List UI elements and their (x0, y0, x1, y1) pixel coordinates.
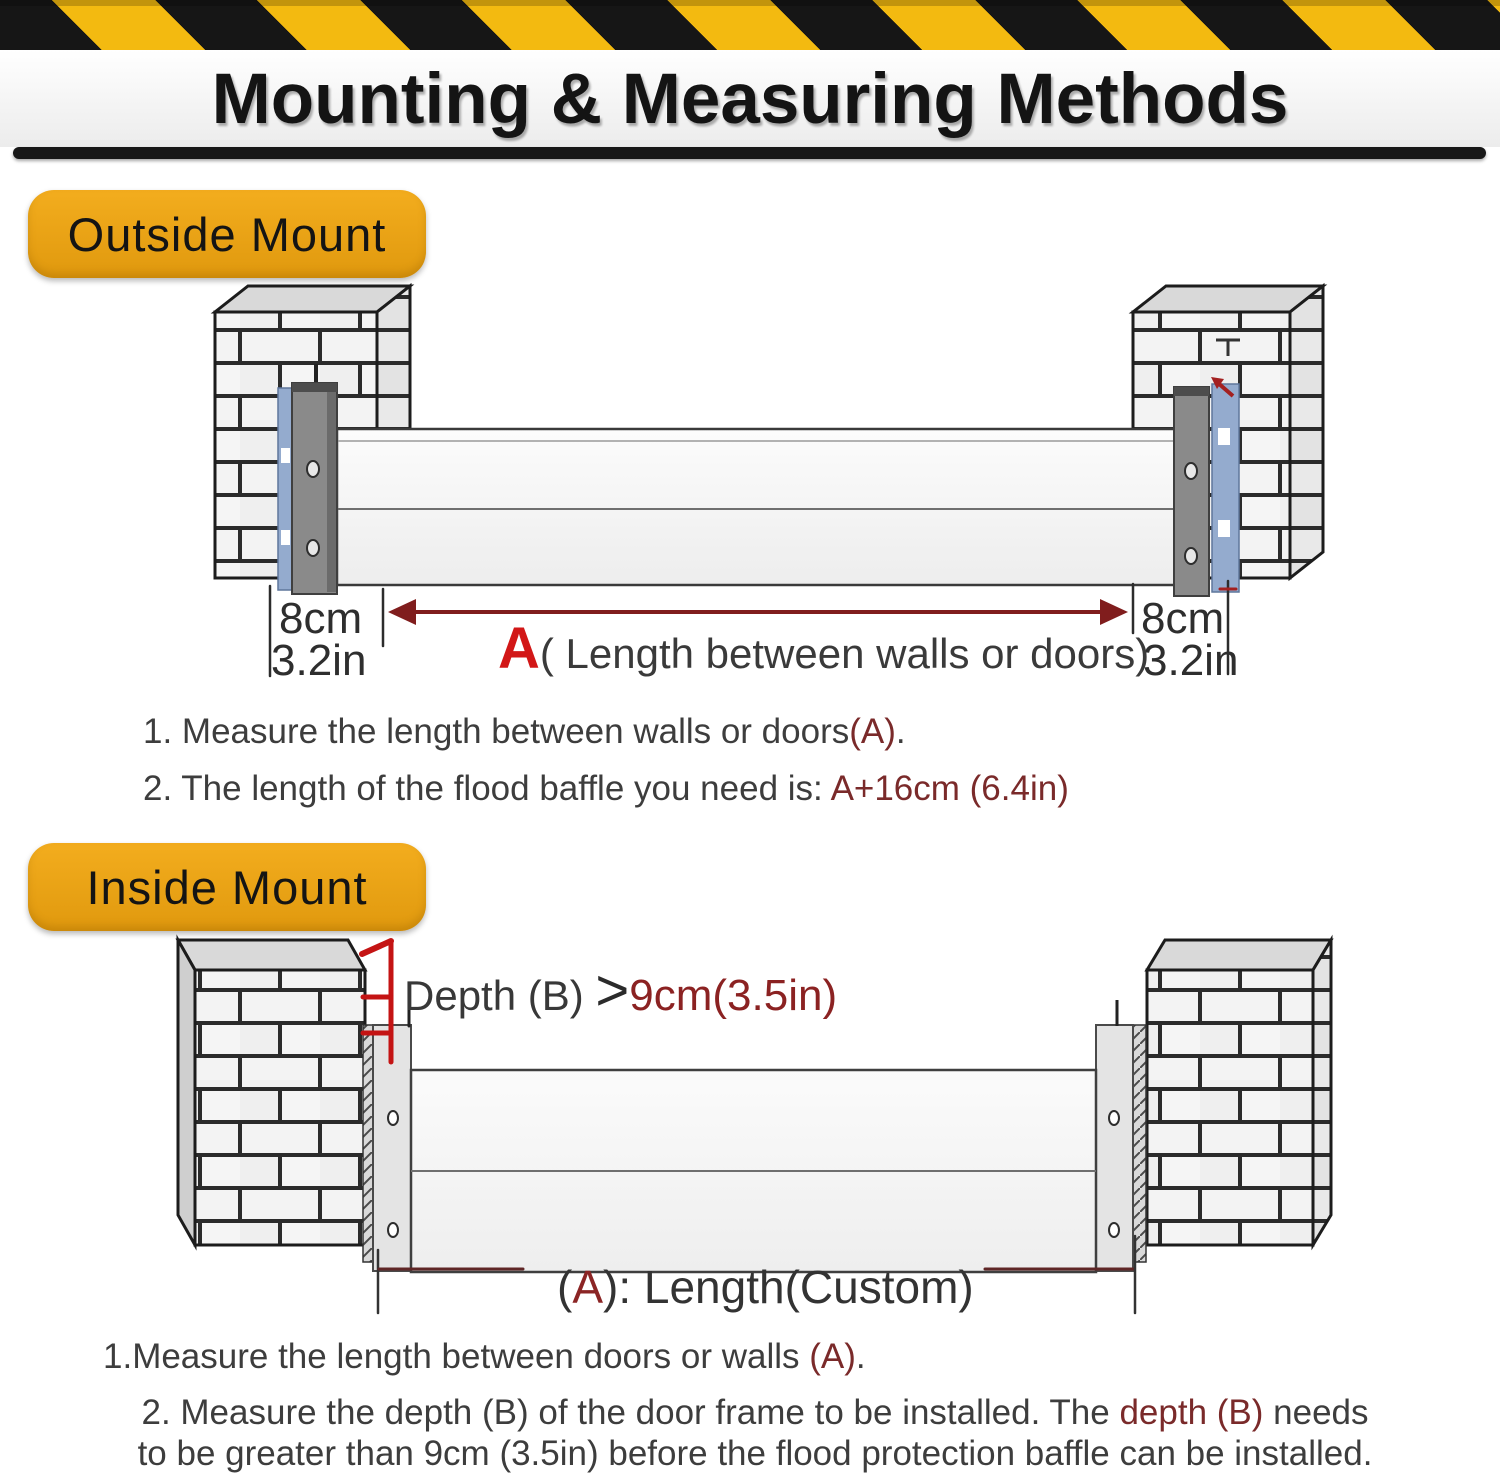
right-offset-in-label: 3.2in (1143, 636, 1239, 685)
screw-hole (1109, 1111, 1119, 1125)
arrow-head-right (1100, 599, 1128, 625)
caution-tape-stripe (0, 0, 1500, 50)
screw-hole (388, 1111, 398, 1125)
inside-step-2: 2. Measure the depth (B) of the door frame to be installed. The depth (B) needs to be greater than 9cm (3.5in) before the flood protection baffle can be installed. (137, 1393, 1373, 1473)
right-offset-cm-label: 8cm (1141, 594, 1225, 643)
outside-step-1: 1. Measure the length between walls or doors(A). (143, 712, 906, 751)
outside-mount-badge (28, 190, 426, 278)
length-letter-A: A (572, 1261, 604, 1313)
inside-mount-diagram (0, 925, 1500, 1320)
left-seal-strip (278, 388, 293, 590)
inside-mount-badge-label: Inside Mount (86, 860, 368, 914)
custom-length-label: (A): Length(Custom) (557, 1261, 974, 1313)
screw-hole (1185, 463, 1197, 479)
outside-mount-diagram (0, 270, 1500, 700)
screw-hole (388, 1223, 398, 1237)
greater-than-sign: > (595, 958, 630, 1023)
flood-barrier-panel (411, 1070, 1096, 1272)
left-brick-pillar (178, 940, 375, 1262)
left-offset-cm-label: 8cm (279, 594, 363, 643)
right-channel (1096, 1000, 1133, 1271)
inside-step-1: 1.Measure the length between doors or walls (A). (103, 1337, 866, 1376)
left-offset-in-label: 3.2in (271, 636, 367, 685)
door-frame-reveal (1133, 1025, 1146, 1262)
inside-mount-badge (28, 843, 426, 931)
screw-hole (1185, 548, 1197, 564)
separator-bar (13, 147, 1486, 159)
flood-barrier-panel (337, 429, 1175, 585)
page-title: Mounting & Measuring Methods (211, 60, 1289, 139)
screw-hole (1109, 1223, 1119, 1237)
right-mounting-bracket (1174, 377, 1239, 596)
span-length-label (498, 616, 1149, 681)
depth-requirement-label (404, 958, 837, 1023)
arrow-head-left (388, 599, 416, 625)
title-band (0, 50, 1500, 147)
outside-mount-steps (143, 712, 1069, 826)
span-description: ( Length between walls or doors) (539, 630, 1150, 677)
right-seal-strip (1212, 384, 1239, 592)
span-letter-A: A (498, 616, 540, 681)
screw-hole (307, 540, 319, 556)
screw-hole (307, 461, 319, 477)
right-brick-pillar (1133, 940, 1331, 1262)
left-mounting-bracket (278, 383, 337, 594)
depth-value: 9cm(3.5in) (629, 971, 838, 1020)
depth-label: Depth (B) (404, 972, 596, 1019)
outside-step-2: 2. The length of the flood baffle you need is: A+16cm (6.4in) (143, 769, 1069, 808)
outside-mount-badge-label: Outside Mount (67, 207, 387, 261)
